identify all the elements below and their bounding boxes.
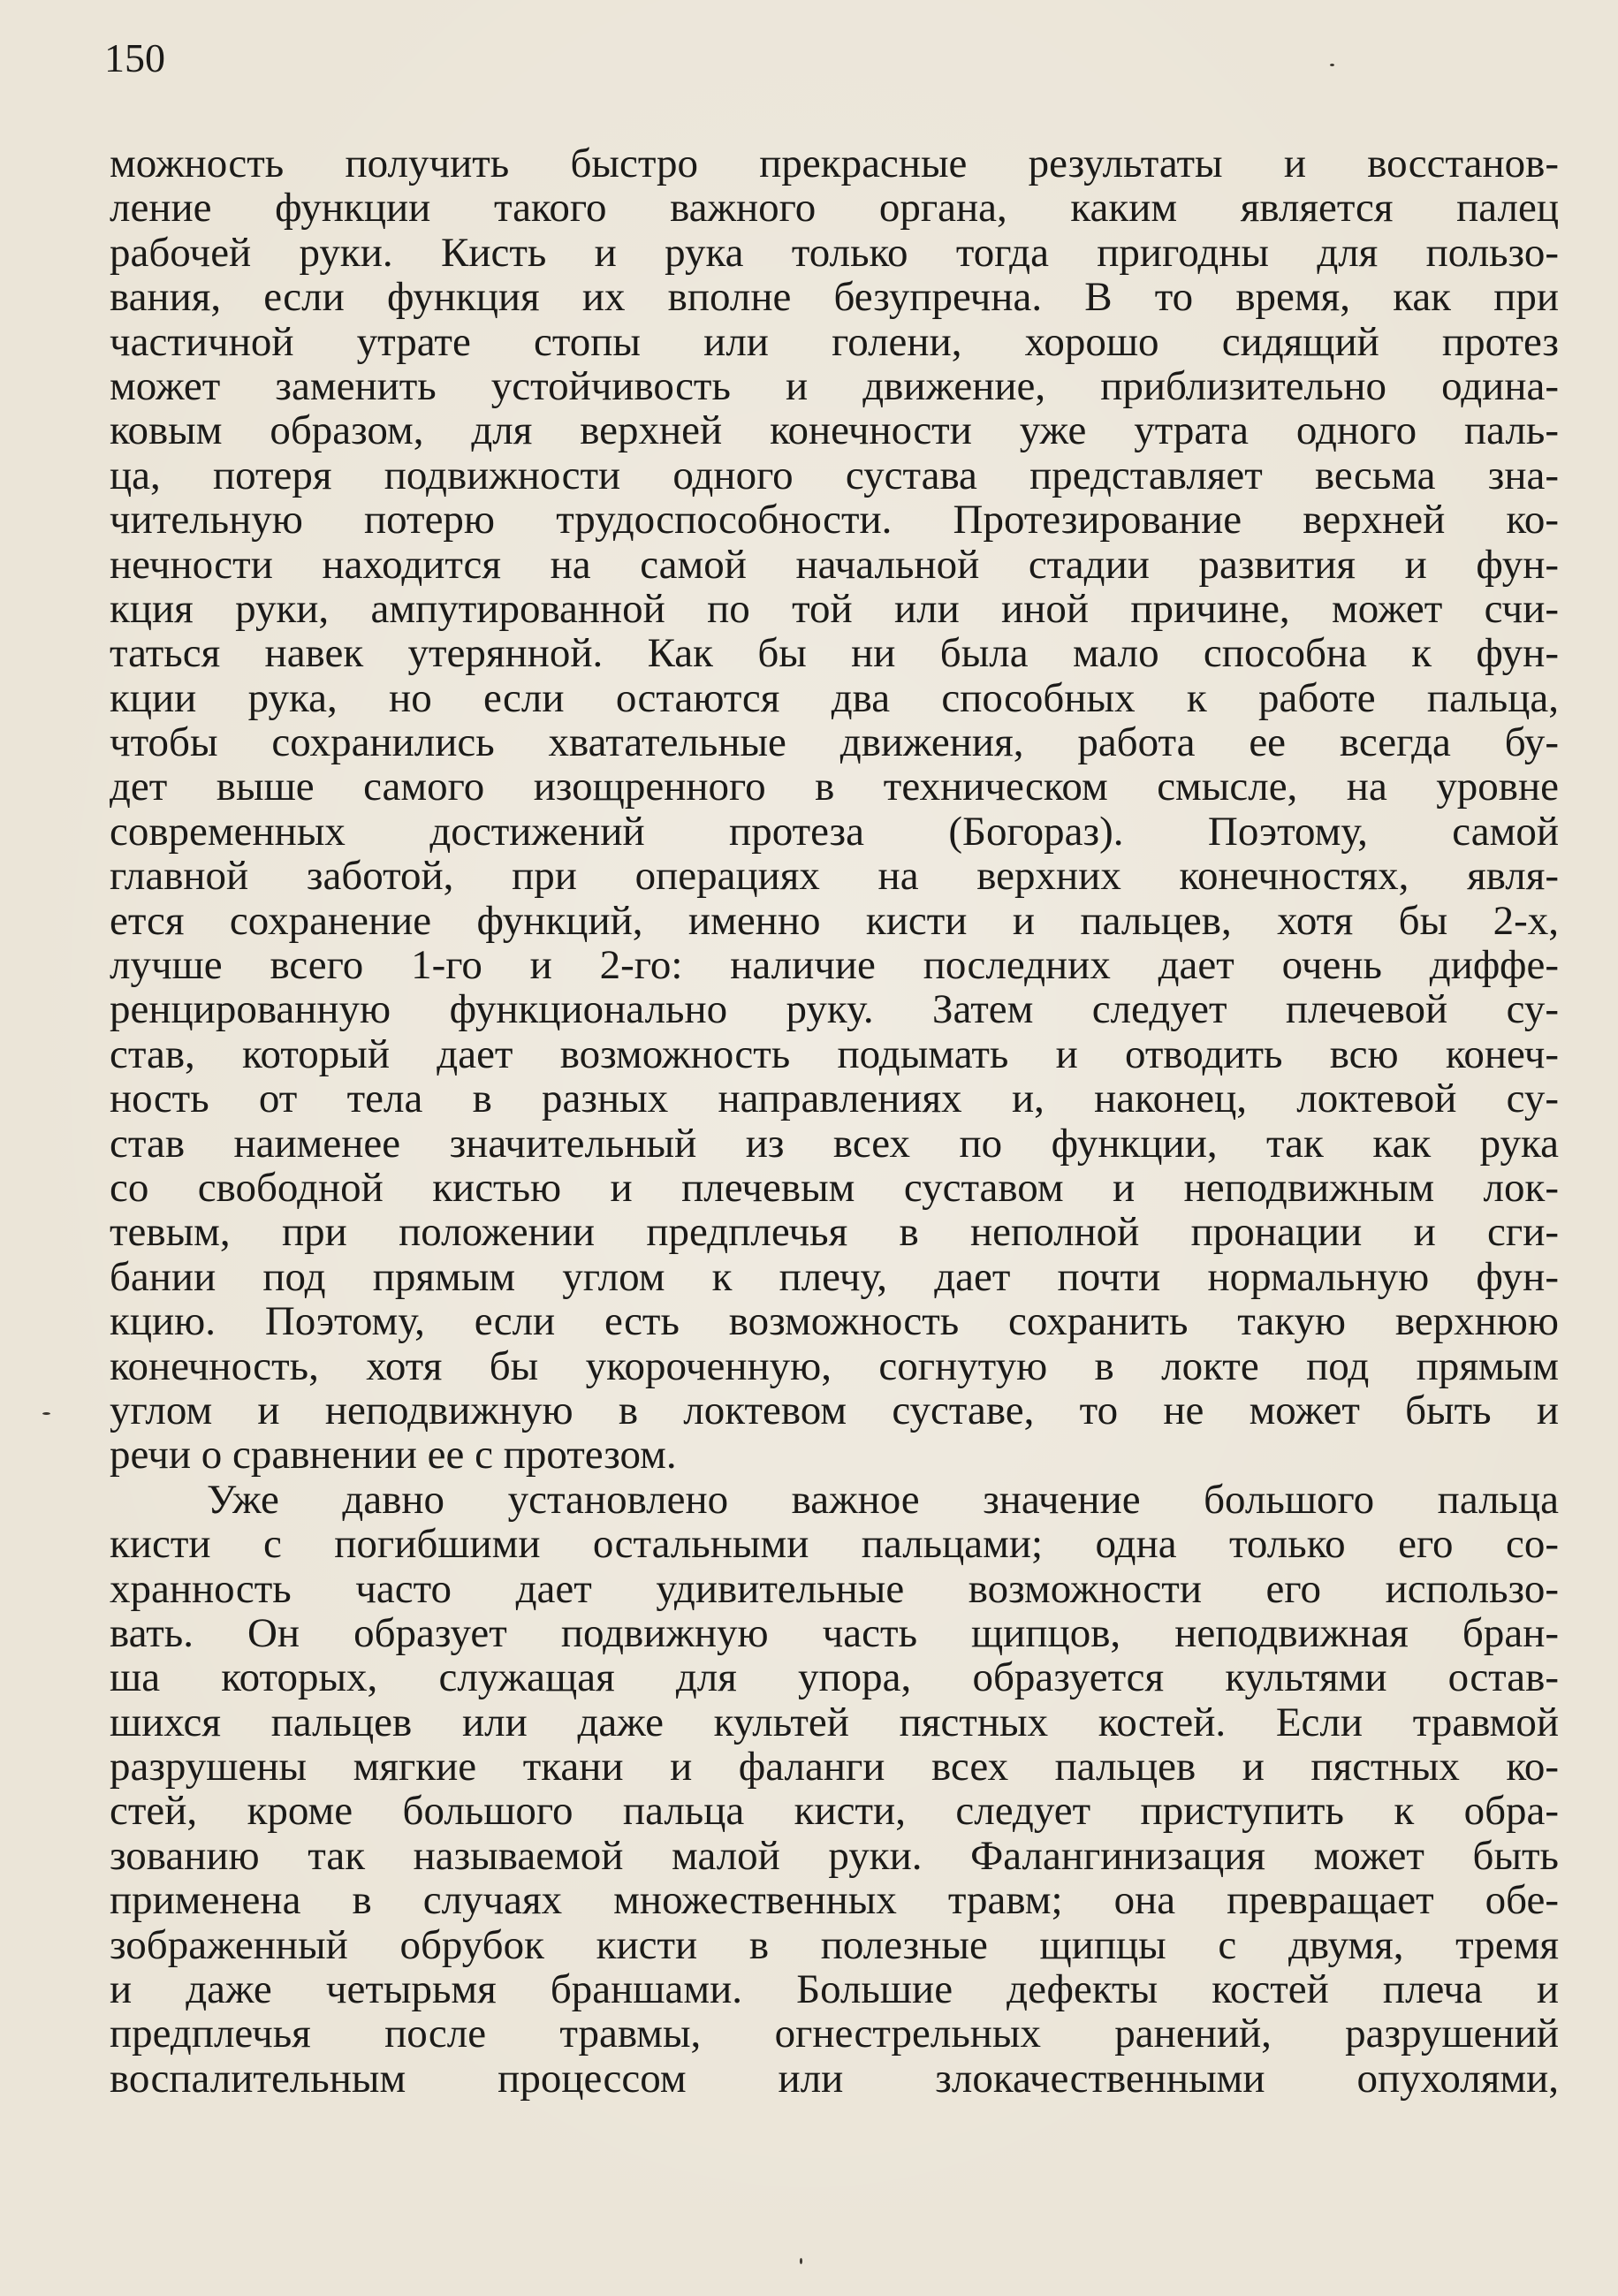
text-line: применена в случаях множественных травм; она превращает обе-: [110, 1877, 1559, 1924]
text-line: бании под прямым углом к плечу, дает почти нормальную фун-: [110, 1253, 1559, 1300]
text-line: воспалительным процессом или злокачественными опухолями,: [110, 2055, 1559, 2102]
text-line: со свободной кистью и плечевым суставом и неподвижным лок-: [110, 1164, 1559, 1211]
text-line: конечность, хотя бы укороченную, согнутую в локте под прямым: [110, 1342, 1559, 1389]
paragraph: [110, 1478, 1559, 2101]
text-line: главной заботой, при операциях на верхних конечностях, явля-: [110, 853, 1559, 900]
text-line: вать. Он образует подвижную часть щипцов, неподвижная бран-: [110, 1609, 1559, 1656]
paragraph: [110, 141, 1559, 1478]
text-line: ца, потеря подвижности одного сустава представляет весьма зна-: [110, 452, 1559, 498]
text-line: ление функции такого важного органа, каким является палец: [110, 185, 1559, 232]
text-line: тевым, при положении предплечья в неполной пронации и сги-: [110, 1209, 1559, 1256]
print-speck: [800, 2258, 802, 2264]
text-line: частичной утрате стопы или голени, хорошо сидящий протез: [110, 318, 1559, 365]
text-line: хранность часто дает удивительные возможности его использо-: [110, 1565, 1559, 1612]
text-line: можность получить быстро прекрасные результаты и восстанов-: [110, 141, 1559, 186]
text-line: чтобы сохранились хватательные движения, работа ее всегда бу-: [110, 719, 1559, 766]
text-line: лучше всего 1-го и 2-го: наличие последних дает очень диффе-: [110, 942, 1559, 989]
text-line: может заменить устойчивость и движение, приблизительно одина-: [110, 362, 1559, 409]
text-line: предплечья после травмы, огнестрельных ранений, разрушений: [110, 2011, 1559, 2057]
text-line: шихся пальцев или даже культей пястных костей. Если травмой: [110, 1699, 1559, 1745]
text-line: кисти с погибшими остальными пальцами; одна только его со-: [110, 1521, 1559, 1568]
text-line: ется сохранение функций, именно кисти и пальцев, хотя бы 2-х,: [110, 897, 1559, 944]
text-line: став, который дает возможность подымать и отводить всю конеч-: [110, 1030, 1559, 1077]
text-line: вания, если функция их вполне безупречна. В то время, как при: [110, 274, 1559, 321]
text-line: современных достижений протеза (Богораз). Поэтому, самой: [110, 808, 1559, 855]
text-line: став наименее значительный из всех по функции, так как рука: [110, 1120, 1559, 1167]
text-line: кцию. Поэтому, если есть возможность сохранить такую верхнюю: [110, 1298, 1559, 1345]
text-line: ковым образом, для верхней конечности уже утрата одного паль-: [110, 407, 1559, 454]
text-line: таться навек утерянной. Как бы ни была мало способна к фун-: [110, 630, 1559, 677]
text-line: нечности находится на самой начальной стадии развития и фун-: [110, 541, 1559, 588]
text-line: кция руки, ампутированной по той или иной причине, может счи-: [110, 585, 1559, 632]
print-speck: [42, 1412, 50, 1415]
text-line: рабочей руки. Кисть и рука только тогда пригодны для пользо-: [110, 229, 1559, 276]
text-line: ша которых, служащая для упора, образуется культями остав-: [110, 1654, 1559, 1701]
page-number: 150: [104, 35, 165, 80]
text-line: зображенный обрубок кисти в полезные щипцы с двумя, тремя: [110, 1921, 1559, 1968]
text-line: зованию так называемой малой руки. Фалангинизация может быть: [110, 1832, 1559, 1879]
text-line: ренцированную функционально руку. Затем следует плечевой су-: [110, 986, 1559, 1033]
text-line: углом и неподвижную в локтевом суставе, то не может быть и: [110, 1387, 1559, 1433]
text-line: Уже давно установлено важное значение большого пальца: [207, 1476, 1559, 1523]
text-line: чительную потерю трудоспособности. Протезирование верхней ко-: [110, 497, 1559, 544]
print-speck: [1330, 64, 1334, 66]
text-line: и даже четырьмя браншами. Большие дефекты костей плеча и: [110, 1966, 1559, 2013]
text-line: речи о сравнении ее с протезом.: [110, 1432, 677, 1479]
text-line: кции рука, но если остаются два способных к работе пальца,: [110, 674, 1559, 721]
text-line: стей, кроме большого пальца кисти, следует приступить к обра-: [110, 1788, 1559, 1835]
body-text: [110, 141, 1559, 2101]
text-line: ность от тела в разных направлениях и, наконец, локтевой су-: [110, 1076, 1559, 1122]
text-line: разрушены мягкие ткани и фаланги всех пальцев и пястных ко-: [110, 1744, 1559, 1790]
text-line: дет выше самого изощренного в техническом смысле, на уровне: [110, 764, 1559, 810]
